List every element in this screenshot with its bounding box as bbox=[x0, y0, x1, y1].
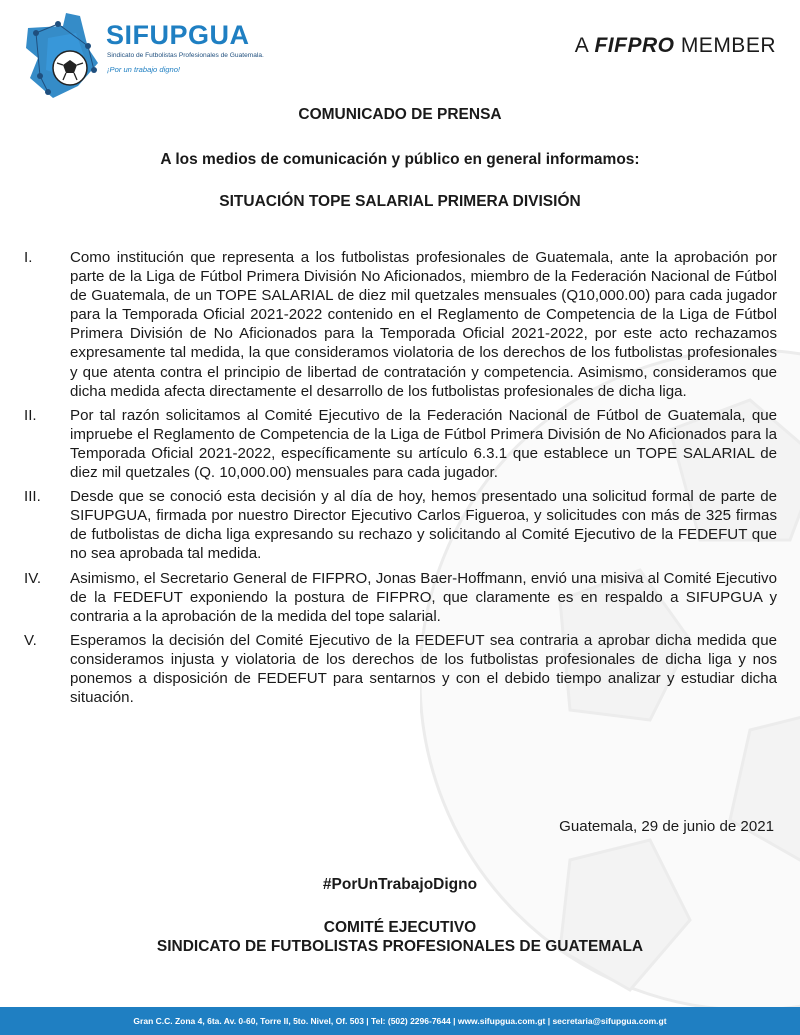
signature-block bbox=[0, 918, 800, 956]
subject-heading: SITUACIÓN TOPE SALARIAL PRIMERA DIVISIÓN bbox=[219, 193, 581, 210]
item-number: V. bbox=[24, 631, 37, 649]
fifpro-brand: FIFPRO bbox=[594, 34, 675, 57]
contact-footer: Gran C.C. Zona 4, 6ta. Av. 0-60, Torre II, 5to. Nivel, Of. 503 | Tel: (502) 2296-7644 | www.sifupgua.com.gt | secretaria@sifupgua.com.gt bbox=[0, 1007, 800, 1035]
item-text: Desde que se conoció esta decisión y al día de hoy, hemos presentado una solicitud formal de parte de SIFUPGUA, firmada por nuestro Director Ejecutivo Carlos Figueroa, y solicitudes con más de 325 firmas de futbolistas de dicha liga expresando su rechazo y solicitando al Comité Ejecutivo de la FEDEFUT que no sea aprobada tal medida. bbox=[70, 488, 777, 563]
list-item bbox=[24, 406, 777, 482]
item-text: Asimismo, el Secretario General de FIFPRO, Jonas Baer-Hoffmann, envió una misiva al Comité Ejecutivo de la FEDEFUT exponiendo la postura de FIFPRO, que claramente es en respaldo a SIFUPGUA y contraria a la aprobación de la medida del tope salarial. bbox=[70, 569, 777, 625]
list-item bbox=[24, 248, 777, 401]
announcement-line: A los medios de comunicación y público en general informamos: bbox=[160, 151, 640, 168]
logo-slogan: ¡Por un trabajo digno! bbox=[107, 65, 181, 74]
item-text: Esperamos la decisión del Comité Ejecutivo de la FEDEFUT sea contraria a aprobar dicha medida que consideramos injusta y violatoria de los derechos de los futbolistas profesionales de dicha liga y nos ponemos a disposición de FEDEFUT para sentarnos y con el debido tiempo analizar y estudiar dicha situación. bbox=[70, 631, 777, 707]
logo-title: SIFUPGUA bbox=[106, 20, 250, 50]
item-number: IV. bbox=[24, 569, 42, 587]
statement-list bbox=[24, 248, 777, 712]
list-item bbox=[24, 569, 777, 626]
date-line: Guatemala, 29 de junio de 2021 bbox=[559, 818, 774, 835]
member-suffix: MEMBER bbox=[680, 34, 776, 57]
fifpro-member-badge bbox=[575, 34, 776, 58]
list-item bbox=[24, 631, 777, 707]
member-prefix: A bbox=[574, 34, 589, 57]
sifupgua-logo bbox=[18, 8, 268, 108]
guatemala-map-ball-icon bbox=[18, 8, 108, 108]
press-release-title: COMUNICADO DE PRENSA bbox=[298, 106, 502, 123]
signature-line-1: COMITÉ EJECUTIVO bbox=[323, 919, 477, 936]
item-text: Como institución que representa a los futbolistas profesionales de Guatemala, ante la aprobación por parte de la Liga de Fútbol Primera División No Aficionados, miembro de la Federación Nacional de Fútbol de Guatemala, de un TOPE SALARIAL de diez mil quetzales mensuales (Q10,000.00) para cada jugador para la Temporada Oficial 2021-2022 contenido en el Reglamento de Competencia de la Liga de Fútbol Primera División de No Aficionados para la Temporada Oficial 2021-2022, por este acto rechazamos expresamente tal medida, la que consideramos violatoria de los derechos de los futbolistas profesionales y que atenta contra el principio de libertad de contratación y competencia. Asimismo, consideramos que dicha medida afecta directamente el desarrollo de los futbolistas profesionales de dicha liga. bbox=[70, 249, 777, 400]
item-text: Por tal razón solicitamos al Comité Ejecutivo de la Federación Nacional de Fútbol de Guatemala, que impruebe el Reglamento de Competencia de la Liga de Fútbol Primera División de No Aficionados para la Temporada Oficial 2021-2022, específicamente su artículo 6.3.1 que establece un TOPE SALARIAL de diez mil quetzales (Q. 10,000.00) mensuales para cada jugador. bbox=[70, 406, 777, 482]
list-item bbox=[24, 487, 777, 563]
hashtag: #PorUnTrabajoDigno bbox=[322, 876, 478, 893]
item-number: III. bbox=[24, 488, 41, 506]
item-number: I. bbox=[24, 249, 33, 266]
item-number: II. bbox=[24, 406, 37, 424]
logo-subtitle: Sindicato de Futbolistas Profesionales de Guatemala. bbox=[107, 52, 264, 59]
signature-line-2: SINDICATO DE FUTBOLISTAS PROFESIONALES DE GUATEMALA bbox=[156, 938, 644, 955]
